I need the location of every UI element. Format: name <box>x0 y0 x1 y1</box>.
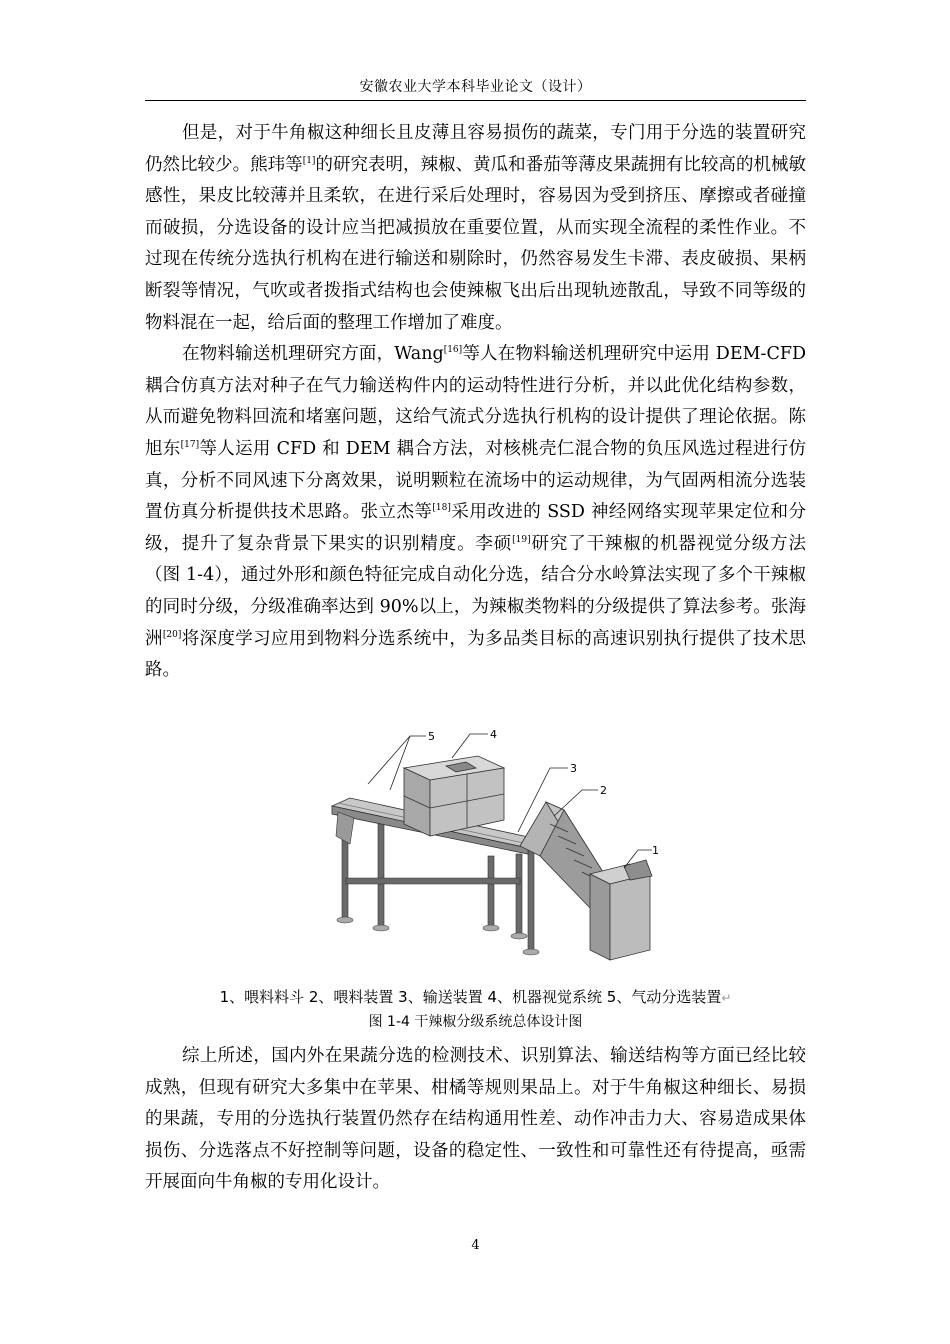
callout-3: 3 <box>570 762 577 775</box>
text-run: 在物料输送机理研究方面，Wang <box>182 344 444 365</box>
callout-2: 2 <box>600 784 607 797</box>
citation: [18] <box>432 503 451 514</box>
text-run: 等人在物料输送机理研究中运用 DEM-CFD 耦合仿真方法对种子在气力输送构件内的运动特性进行分析，并以此优化结构参数，从而避免物料回流和堵塞问题，这给气流式分选执行机构的设计提供了理论依据。陈旭东 <box>145 344 807 459</box>
discharge-chute <box>336 812 354 844</box>
paragraph-1 <box>145 118 806 339</box>
text-run: 采用改进的 SSD 神经网络实现苹果定位和分级，提升了复杂背景下果实的识别精度。李硕 <box>145 502 807 554</box>
running-header: 安徽农业大学本科毕业论文（设计） <box>359 79 592 95</box>
citation: [16] <box>443 345 463 356</box>
paragraph-3: 综上所述，国内外在果蔬分选的检测技术、识别算法、输送结构等方面已经比较成熟，但现有研究大多集中在苹果、柑橘等规则果品上。对于牛角椒这种细长、易损的果蔬，专用的分选执行装置仍然存在结构通用性差、动作冲击力大、容易造成果体损伤、分选落点不好控制等问题，设备的稳定性、一致性和可靠性还有待提高，亟需开展面向牛角椒的专用化设计。 <box>145 1046 806 1193</box>
legend-text: 1、喂料料斗 2、喂料装置 3、输送装置 4、机器视觉系统 5、气动分选装置 <box>219 988 722 1006</box>
callout-4: 4 <box>490 728 497 741</box>
return-mark: ↵ <box>721 991 732 1005</box>
citation: [19] <box>512 534 531 545</box>
machine-feet <box>337 917 539 955</box>
feed-hopper <box>590 860 652 960</box>
body-text-bottom <box>145 1041 806 1199</box>
callout-1: 1 <box>652 844 659 857</box>
body-text-top <box>145 118 806 687</box>
citation: [1] <box>302 155 316 166</box>
callout-5: 5 <box>428 730 435 743</box>
page-number: 4 <box>471 1238 480 1253</box>
grading-system-figure <box>328 728 668 970</box>
figure-caption: 图 1-4 干辣椒分级系统总体设计图 <box>368 1014 583 1030</box>
text-run: 等人运用 CFD 和 DEM 耦合方法，对核桃壳仁混合物的负压风选过程进行仿真，分析不同风速下分离效果，说明颗粒在流场中的运动规律，为气固两相流分选装置仿真分析提供技术思路。张立杰等 <box>145 438 807 523</box>
text-run: 将深度学习应用到物料分选系统中，为多品类目标的高速识别执行提供了技术思路。 <box>145 628 807 681</box>
header-rule <box>145 100 806 101</box>
citation: [20] <box>162 629 182 640</box>
text-run: 但是，对于牛角椒这种细长且皮薄且容易损伤的蔬菜，专门用于分选的装置研究仍然比较少。熊玮等 <box>145 123 806 175</box>
citation: [17] <box>180 440 200 451</box>
vision-box <box>404 756 504 836</box>
text-run: 的研究表明，辣椒、黄瓜和番茄等薄皮果蔬拥有比较高的机械敏感性，果皮比较薄并且柔软，在进行采后处理时，容易因为受到挤压、摩擦或者碰撞而破损，分选设备的设计应当把减损放在重要位置，从而实现全流程的柔性作业。不过现在传统分选执行机构在进行输送和剔除时，仍然容易发生卡滞、表皮破损、果柄断裂等情况，气吹或者拨指式结构也会使辣椒飞出后出现轨迹散乱，导致不同等级的物料混在一起，给后面的整理工作增加了难度。 <box>145 154 807 333</box>
text-run: 研究了干辣椒的机器视觉分级方法（图 1-4），通过外形和颜色特征完成自动化分选，结合分水岭算法实现了多个干辣椒的同时分级，分级准确率达到 90%以上，为辣椒类物料的分级提供了算法参考。张海洲 <box>145 533 807 649</box>
paragraph-2 <box>145 339 806 687</box>
figure-legend <box>145 987 806 1008</box>
